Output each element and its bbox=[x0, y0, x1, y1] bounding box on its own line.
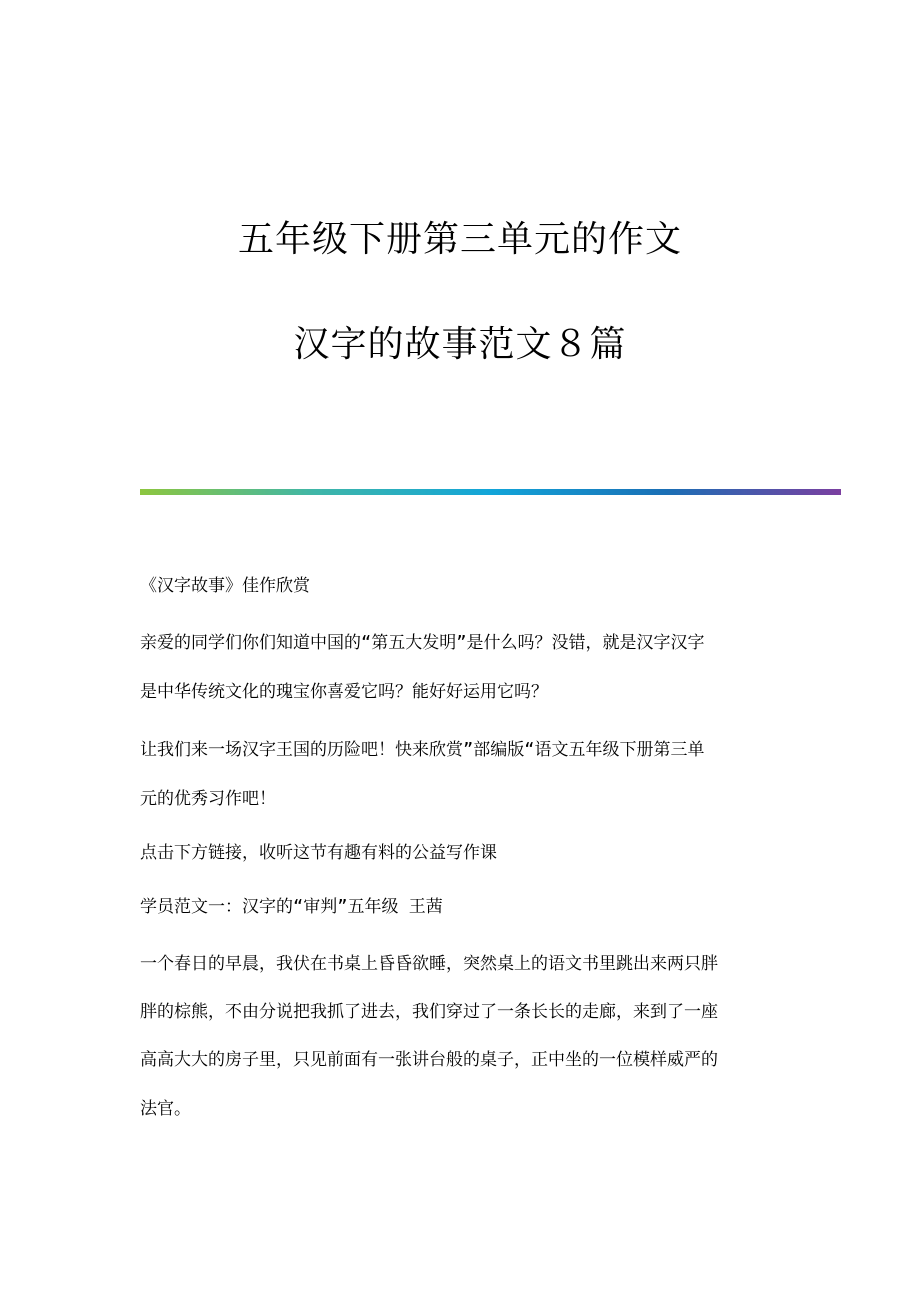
paragraph-line: 点击下方链接，收听这节有趣有料的公益写作课 bbox=[140, 843, 497, 863]
paragraph-line: 亲爱的同学们你们知道中国的“第五大发明”是什么吗？没错，就是汉字汉字 bbox=[140, 633, 705, 653]
gradient-divider bbox=[140, 489, 841, 495]
paragraph-line: 是中华传统文化的瑰宝你喜爱它吗？能好好运用它吗？ bbox=[140, 682, 548, 702]
paragraph-line: 高高大大的房子里，只见前面有一张讲台般的桌子，正中坐的一位模样威严的 bbox=[140, 1050, 718, 1070]
paragraph-line: 让我们来一场汉字王国的历险吧！快来欣赏”部编版“语文五年级下册第三单 bbox=[140, 740, 705, 760]
document-title: 五年级下册第三单元的作文 bbox=[237, 219, 682, 260]
document-subtitle: 汉字的故事范文８篇 bbox=[293, 324, 627, 365]
paragraph-line: 胖的棕熊，不由分说把我抓了进去，我们穿过了一条长长的走廊，来到了一座 bbox=[140, 1002, 718, 1022]
paragraph-line: 一个春日的早晨，我伏在书桌上昏昏欲睡，突然桌上的语文书里跳出来两只胖 bbox=[140, 954, 718, 974]
essay-heading: 学员范文一：汉字的“审判”五年级 王茜 bbox=[140, 897, 443, 917]
paragraph-line: 元的优秀习作吧！ bbox=[140, 789, 276, 809]
paragraph-line: 法官。 bbox=[140, 1099, 191, 1119]
section-heading: 《汉字故事》佳作欣赏 bbox=[140, 576, 310, 596]
